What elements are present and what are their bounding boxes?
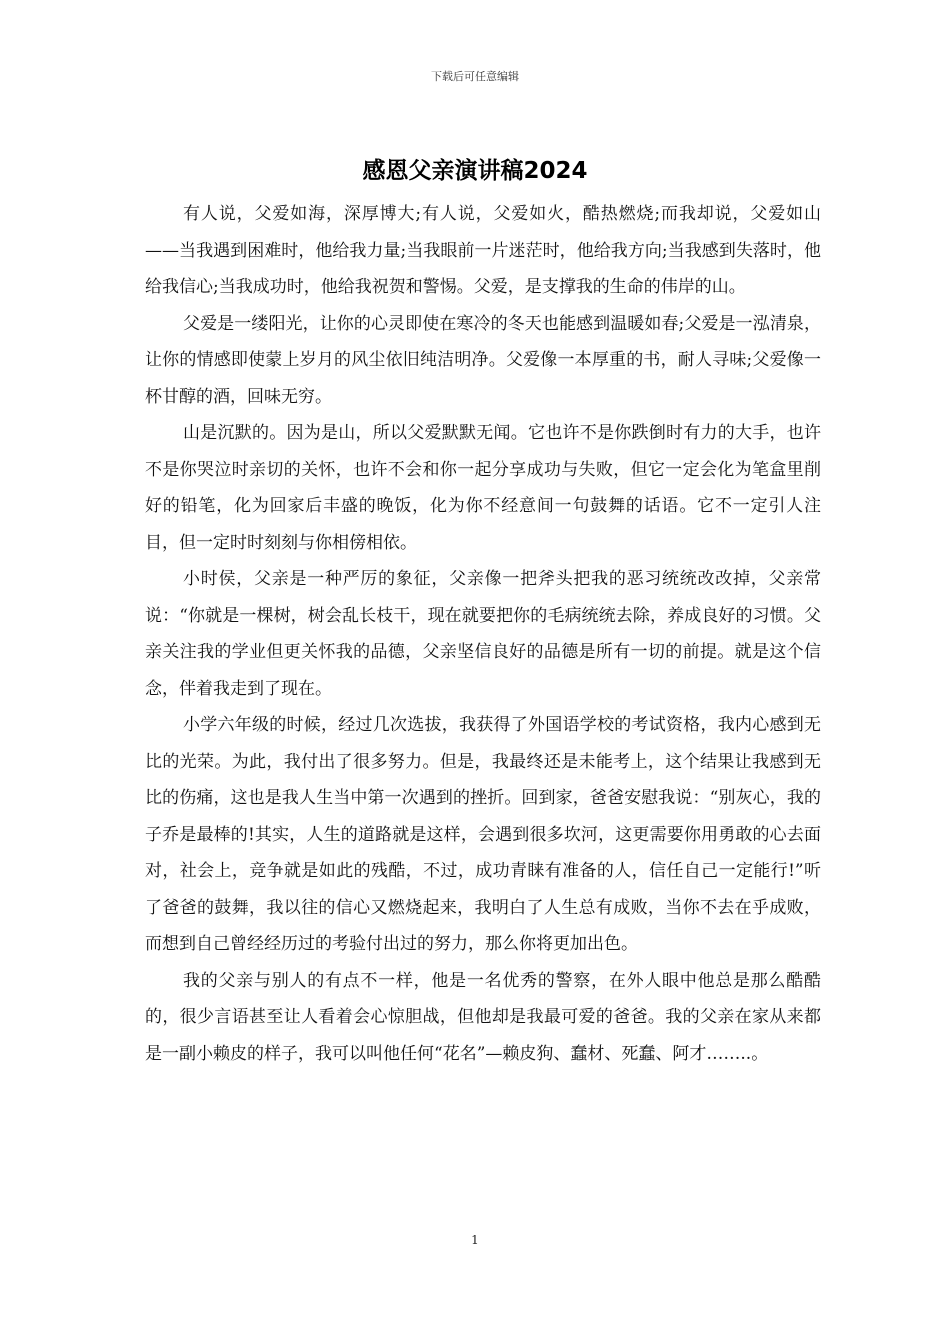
- paragraph-2: 父爱是一缕阳光，让你的心灵即使在寒冷的冬天也能感到温暖如春;父爱是一泓清泉，让你的情感即使蒙上岁月的风尘依旧纯洁明净。父爱像一本厚重的书，耐人寻味;父爱像一杯甘醇的酒，回味无穷。: [145, 313, 821, 407]
- page-number: 1: [471, 1233, 479, 1247]
- document-title: 感恩父亲演讲稿2024: [362, 158, 588, 184]
- paragraph-5: 小学六年级的时候，经过几次选拔，我获得了外国语学校的考试资格，我内心感到无比的光荣。为此，我付出了很多努力。但是，我最终还是未能考上，这个结果让我感到无比的伤痛，这也是我人生当中第一次遇到的挫折。回到家，爸爸安慰我说：“别灰心，我的子乔是最棒的!其实，人生的道路就是这样，会遇到很多坎河，这更需要你用勇敢的心去面对，社会上，竞争就是如此的残酷，不过，成功青睐有准备的人，信任自己一定能行!”听了爸爸的鼓舞，我以往的信心又燃烧起来，我明白了人生总有成败，当你不去在乎成败，而想到自己曾经经历过的考验付出过的努力，那么你将更加出色。: [145, 715, 821, 954]
- paragraph-1: 有人说，父爱如海，深厚博大;有人说，父爱如火，酷热燃烧;而我却说，父爱如山——当我遇到困难时，他给我力量;当我眼前一片迷茫时，他给我方向;当我感到失落时，他给我信心;当我成功时，他给我祝贺和警惕。父爱，是支撑我的生命的伟岸的山。: [145, 204, 821, 297]
- header-note: 下载后可任意编辑: [431, 70, 519, 83]
- paragraph-6: 我的父亲与别人的有点不一样，他是一名优秀的警察，在外人眼中他总是那么酷酷的，很少言语甚至让人看着会心惊胆战，但他却是我最可爱的爸爸。我的父亲在家从来都是一副小赖皮的样子，我可以叫他任何“花名”—赖皮狗、蠢材、死蠢、阿才……..。: [145, 970, 821, 1064]
- paragraph-3: 山是沉默的。因为是山，所以父爱默默无闻。它也许不是你跌倒时有力的大手，也许不是你哭泣时亲切的关怀，也许不会和你一起分享成功与失败，但它一定会化为笔盒里削好的铅笔，化为回家后丰盛的晚饭，化为你不经意间一句鼓舞的话语。它不一定引人注目，但一定时时刻刻与你相傍相依。: [145, 423, 821, 553]
- document-body: [145, 196, 821, 1072]
- paragraph-4: 小时侯，父亲是一种严厉的象征，父亲像一把斧头把我的恶习统统改改掉，父亲常说：“你就是一棵树，树会乱长枝干，现在就要把你的毛病统统去除，养成良好的习惯。父亲关注我的学业但更关怀我的品德，父亲坚信良好的品德是所有一切的前提。就是这个信念，伴着我走到了现在。: [145, 569, 821, 699]
